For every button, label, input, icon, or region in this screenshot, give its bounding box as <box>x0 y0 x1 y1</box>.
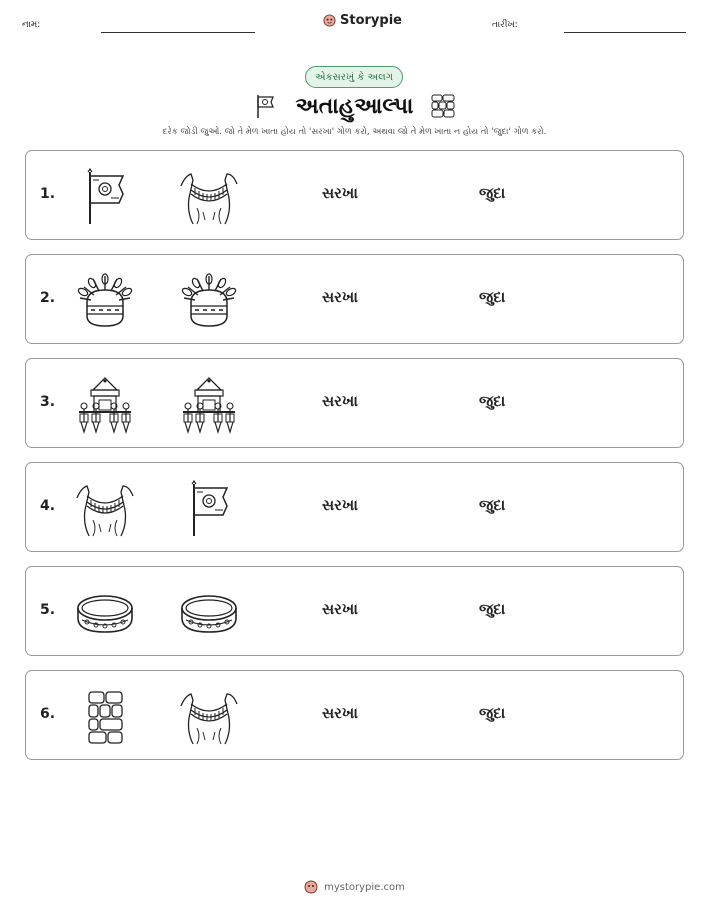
rope-bridge-icon <box>75 480 135 538</box>
option-same[interactable]: સરખા <box>322 600 358 618</box>
option-different[interactable]: જુદા <box>479 704 506 722</box>
question-number: 1. <box>40 186 56 202</box>
question-card-1 <box>25 150 684 240</box>
sun-crown-icon <box>75 272 135 330</box>
option-same[interactable]: સરખા <box>322 288 358 306</box>
footer <box>0 880 709 894</box>
brand-logo <box>323 13 402 28</box>
date-label: તારીખ: <box>492 20 518 30</box>
flag-icon <box>75 168 135 226</box>
flag-icon <box>179 480 239 538</box>
stone-wall-icon <box>75 688 135 746</box>
royal-litter-icon <box>75 376 135 434</box>
royal-litter-icon <box>179 376 239 434</box>
worksheet-type-badge: એકસરખું કે અલગ <box>305 66 403 88</box>
bracelet-icon <box>179 584 239 642</box>
rope-bridge-icon <box>179 168 239 226</box>
option-different[interactable]: જુદા <box>479 392 506 410</box>
sun-crown-icon <box>179 272 239 330</box>
option-same[interactable]: સરખા <box>322 496 358 514</box>
option-different[interactable]: જુદા <box>479 600 506 618</box>
question-number: 3. <box>40 394 56 410</box>
question-card-2 <box>25 254 684 344</box>
question-card-3 <box>25 358 684 448</box>
option-same[interactable]: સરખા <box>322 392 358 410</box>
date-field[interactable] <box>564 32 686 33</box>
page-title: અતાહુઆલ્પા <box>295 94 414 119</box>
question-number: 5. <box>40 602 56 618</box>
title-row <box>0 90 709 124</box>
option-same[interactable]: સરખા <box>322 704 358 722</box>
question-number: 6. <box>40 706 56 722</box>
option-same[interactable]: સરખા <box>322 184 358 202</box>
brand-name: Storypie <box>340 13 402 28</box>
option-different[interactable]: જુદા <box>479 496 506 514</box>
question-number: 2. <box>40 290 56 306</box>
question-card-4 <box>25 462 684 552</box>
storypie-logo-icon <box>304 880 318 894</box>
bracelet-icon <box>75 584 135 642</box>
option-different[interactable]: જુદા <box>479 288 506 306</box>
footer-url[interactable]: mystorypie.com <box>324 881 405 893</box>
storypie-logo-icon <box>323 14 336 27</box>
rope-bridge-icon <box>179 688 239 746</box>
question-card-5 <box>25 566 684 656</box>
option-different[interactable]: જુદા <box>479 184 506 202</box>
question-card-6 <box>25 670 684 760</box>
question-number: 4. <box>40 498 56 514</box>
name-field[interactable] <box>101 32 255 33</box>
stone-wall-icon <box>430 93 456 123</box>
name-label: નામ: <box>22 20 41 30</box>
instructions: દરેક જોડી જુઓ. જો તે મેળ ખાતા હોય તો 'સરખા' ગોળ કરો, અથવા જો તે મેળ ખાતા ન હોય તો 'જુદા' ગોળ કરો. <box>162 127 547 137</box>
